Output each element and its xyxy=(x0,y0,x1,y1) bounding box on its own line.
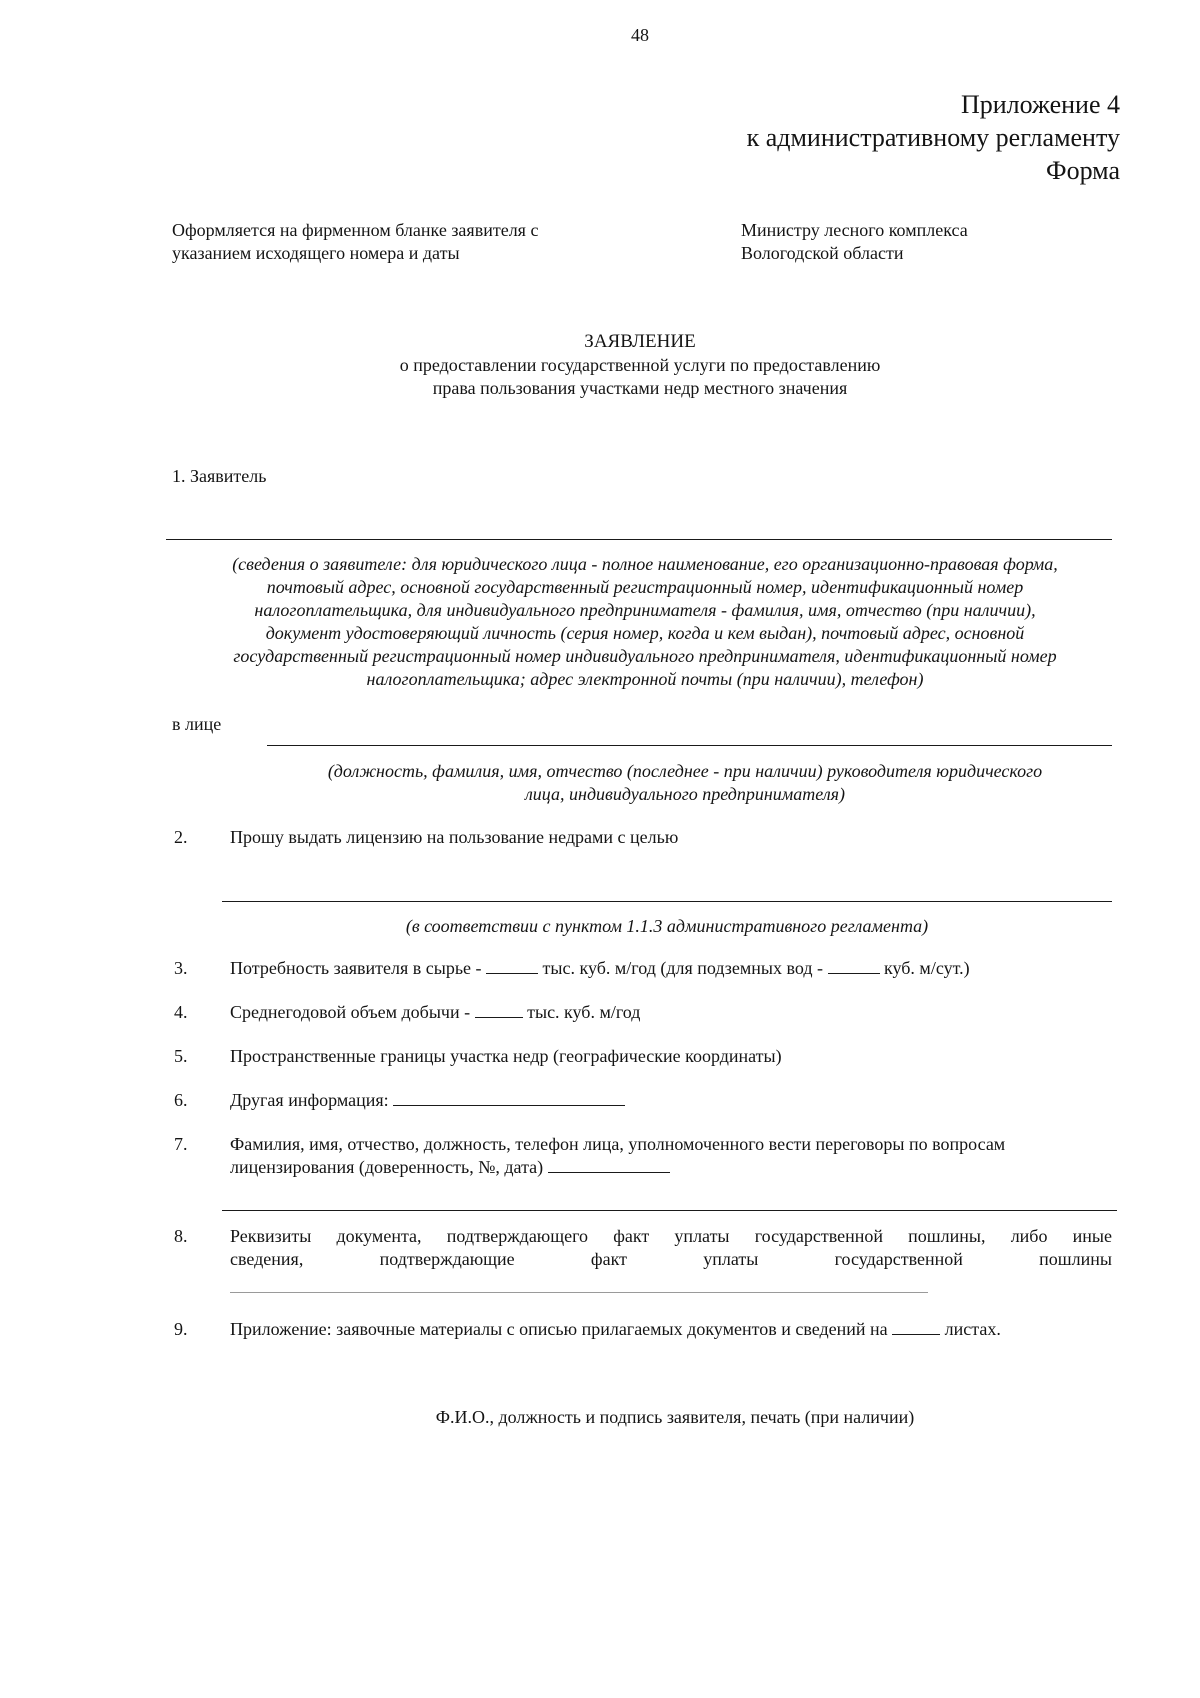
groundwater-demand-blank[interactable] xyxy=(828,958,880,974)
application-subtitle: о предоставлении государственной услуги по предоставлению xyxy=(399,355,881,375)
in-person-label: в лице xyxy=(172,714,222,734)
item-9-text xyxy=(230,1318,1001,1341)
item-4-text xyxy=(230,1001,640,1024)
item-4-text-part: Среднегодовой объем добычи - xyxy=(230,1002,471,1022)
item-7-text-part: лицензирования (доверенность, №, дата) xyxy=(230,1157,544,1177)
item-4-text-part: тыс. куб. м/год xyxy=(527,1002,641,1022)
raw-demand-blank[interactable] xyxy=(486,958,538,974)
applicant-hint-line: почтовый адрес, основной государственный регистрационный номер, идентификационный номер xyxy=(266,577,1024,597)
representative-fill-line[interactable] xyxy=(267,745,1112,746)
application-title-block xyxy=(0,330,1200,400)
addressee-line: Вологодской области xyxy=(741,243,904,263)
other-info-blank[interactable] xyxy=(393,1090,625,1106)
applicant-label: 1. Заявитель xyxy=(172,466,267,486)
annual-extraction-blank[interactable] xyxy=(475,1002,523,1018)
letterhead-note-line: указанием исходящего номера и даты xyxy=(172,243,460,263)
addressee-line: Министру лесного комплекса xyxy=(741,220,968,240)
applicant-hint-line: налогоплательщика; адрес электронной почты (при наличии), телефон) xyxy=(366,669,924,689)
form-label: Форма xyxy=(1046,156,1120,185)
regulation-ref: к административному регламенту xyxy=(746,123,1120,152)
item-3-text-part: Потребность заявителя в сырье - xyxy=(230,958,482,978)
representative-hint-line: (должность, фамилия, имя, отчество (последнее - при наличии) руководителя юридического xyxy=(327,761,1043,781)
item-5-text: Пространственные границы участка недр (географические координаты) xyxy=(230,1046,782,1066)
item-7-text-line: Фамилия, имя, отчество, должность, телефон лица, уполномоченного вести переговоры по вопросам xyxy=(230,1134,1006,1154)
item-8-text xyxy=(230,1225,1112,1271)
item-6-text xyxy=(230,1089,625,1112)
page-number: 48 xyxy=(631,25,649,45)
item-number: 6. xyxy=(174,1090,188,1110)
signature-caption: Ф.И.О., должность и подпись заявителя, печать (при наличии) xyxy=(435,1407,915,1427)
letterhead-note-line: Оформляется на фирменном бланке заявителя с xyxy=(172,220,539,240)
item-8-text-line: сведения, подтверждающие факт уплаты государственной пошлины xyxy=(230,1249,1112,1269)
item-7-text-line xyxy=(230,1156,1005,1179)
application-title: ЗАЯВЛЕНИЕ xyxy=(584,331,696,352)
item-3-text xyxy=(230,957,970,980)
representative-hint xyxy=(270,760,1100,806)
item-number: 3. xyxy=(174,958,188,978)
appendix-header xyxy=(747,88,1120,187)
item-number: 9. xyxy=(174,1319,188,1339)
item-number: 2. xyxy=(174,827,188,847)
applicant-hint-line: документ удостоверяющий личность (серия номер, когда и кем выдан), почтовый адрес, основной xyxy=(265,623,1025,643)
letterhead-note xyxy=(172,219,538,265)
item-3-text-part: куб. м/сут.) xyxy=(884,958,970,978)
addressee xyxy=(741,219,968,265)
item-8-text-line: Реквизиты документа, подтверждающего факт уплаты государственной пошлины, либо иные xyxy=(230,1226,1112,1246)
item-number: 5. xyxy=(174,1046,188,1066)
item-number: 8. xyxy=(174,1226,188,1246)
payment-fill-line[interactable] xyxy=(230,1292,928,1293)
purpose-fill-line[interactable] xyxy=(222,901,1112,902)
applicant-hint-line: государственный регистрационный номер индивидуального предпринимателя, идентификационный номер xyxy=(233,646,1057,666)
item-9-text-part: Приложение: заявочные материалы с описью прилагаемых документов и сведений на xyxy=(230,1319,888,1339)
representative-hint-line: лица, индивидуального предпринимателя) xyxy=(524,784,846,804)
applicant-fill-line[interactable] xyxy=(166,539,1112,540)
sheets-count-blank[interactable] xyxy=(892,1319,940,1335)
item-6-text-part: Другая информация: xyxy=(230,1090,389,1110)
item-2-text: Прошу выдать лицензию на пользование недрами с целью xyxy=(230,827,679,847)
purpose-hint: (в соответствии с пунктом 1.1.3 административного регламента) xyxy=(405,916,929,936)
applicant-hint-line: налогоплательщика, для индивидуального предпринимателя - фамилия, имя, отчество (при наличии), xyxy=(254,600,1036,620)
negotiator-blank[interactable] xyxy=(548,1157,670,1173)
appendix-title: Приложение 4 xyxy=(960,90,1120,119)
applicant-hint xyxy=(160,553,1130,691)
applicant-hint-line: (сведения о заявителе: для юридического лица - полное наименование, его организационно-правовая форма, xyxy=(232,554,1058,574)
item-9-text-part: листах. xyxy=(944,1319,1001,1339)
item-7-text xyxy=(230,1133,1005,1179)
item-number: 7. xyxy=(174,1134,188,1154)
item-3-text-part: тыс. куб. м/год (для подземных вод - xyxy=(542,958,824,978)
negotiator-fill-line[interactable] xyxy=(222,1210,1117,1211)
application-subtitle: права пользования участками недр местного значения xyxy=(432,378,848,398)
item-number: 4. xyxy=(174,1002,188,1022)
